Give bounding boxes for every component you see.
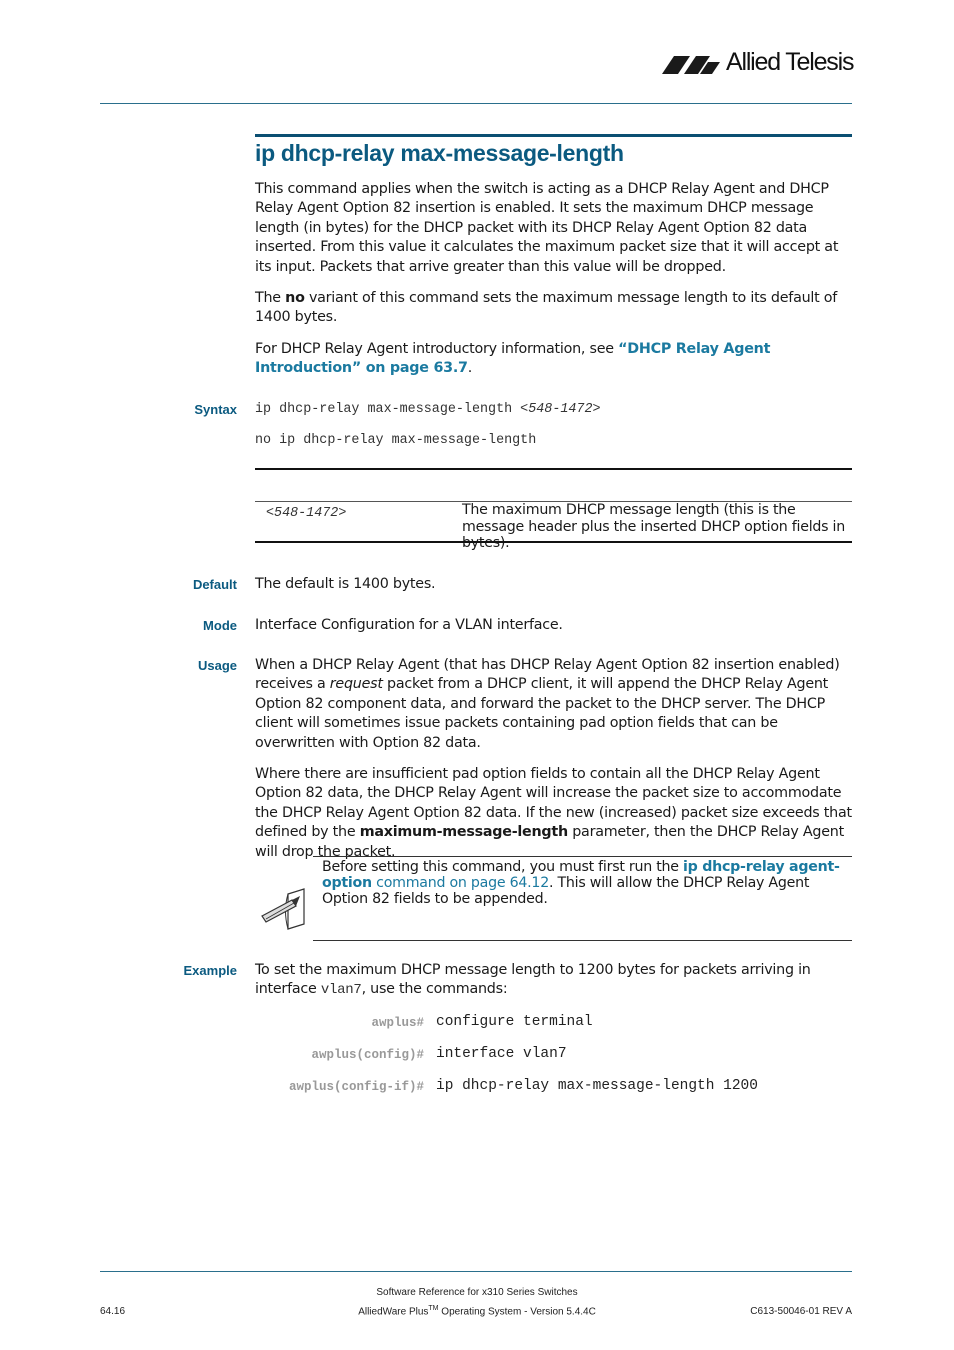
default-label: Default (192, 577, 237, 592)
default-text: The default is 1400 bytes. (255, 576, 436, 592)
example-command-2: interface vlan7 (436, 1046, 567, 1062)
example-command-3: ip dhcp-relay max-message-length 1200 (436, 1078, 758, 1094)
footer-doc-id: C613-50046-01 REV A (750, 1306, 852, 1317)
param-table-top-rule (255, 468, 852, 470)
mode-label: Mode (203, 618, 237, 633)
usage-label: Usage (197, 658, 237, 673)
usage-paragraph-2: Where there are insufficient pad option fields to contain all the DHCP Relay Agent Option 82 data, the DHCP Relay Agent will increase the packet size to accommodate the DHCP Relay Agent Option 82 data. If the new (increased) packet size exceeds that defined by the maximum-message-length parameter, then the DHCP Relay Agent will drop the packet. (255, 766, 852, 860)
mode-text: Interface Configuration for a VLAN interface. (255, 617, 563, 633)
note-text: Before setting this command, you must first run the ip dhcp-relay agent-option command on page 64.12. This will allow the DHCP Relay Agent Option 82 fields to be appended. (322, 859, 840, 908)
footer-os-version: AlliedWare Plus™ Operating System - Version 5.4.4C (358, 1305, 596, 1318)
title-rule (255, 134, 852, 137)
footer-rule (100, 1271, 852, 1272)
usage-paragraph-1: When a DHCP Relay Agent (that has DHCP Relay Agent Option 82 insertion enabled) receives a request packet from a DHCP client, it will append the DHCP Relay Agent Option 82 component data, and forward the packet to the DHCP server. The DHCP client will sometimes issue packets containing pad option fields that can be overwritten with Option 82 data. (255, 657, 840, 751)
note-pencil-icon (258, 886, 308, 932)
header-rule (100, 103, 852, 104)
intro-paragraph-3: For DHCP Relay Agent introductory information, see “DHCP Relay Agent Introduction” on page 63.7. (255, 341, 771, 377)
example-prompt-2: awplus(config)# (311, 1048, 424, 1062)
example-label: Example (183, 963, 237, 978)
param-table-description: The maximum DHCP message length (this is the message header plus the inserted DHCP option fields in bytes). (462, 502, 845, 551)
agent-option-link[interactable]: ip dhcp-relay agent-option (322, 859, 840, 892)
dhcp-relay-intro-link[interactable]: “DHCP Relay Agent Introduction” on page 63.7 (255, 341, 771, 377)
note-top-rule (313, 856, 852, 857)
syntax-line-1: ip dhcp-relay max-message-length <548-1472> (255, 402, 601, 417)
example-text: To set the maximum DHCP message length to 1200 bytes for packets arriving in interface vlan7, use the commands: (255, 962, 811, 999)
note-bottom-rule (313, 940, 852, 941)
example-prompt-3: awplus(config-if)# (288, 1080, 424, 1094)
syntax-line-2: no ip dhcp-relay max-message-length (255, 433, 537, 448)
param-table-bottom-rule (255, 541, 852, 543)
footer-page-number: 64.16 (100, 1306, 126, 1317)
footer-title: Software Reference for x310 Series Switches (376, 1287, 578, 1298)
logo-text: Allied Telesis (726, 48, 854, 76)
agent-option-page-link[interactable]: command on page 64.12 (371, 875, 549, 892)
intro-paragraph-1: This command applies when the switch is acting as a DHCP Relay Agent and DHCP Relay Agent Option 82 insertion is enabled. It sets the maximum DHCP message length (in bytes) for the DHCP packet with its DHCP Relay Agent Option 82 data inserted. From this value it calculates the maximum packet size that it will accept at its input. Packets that arrive greater than this value will be dropped. (255, 181, 839, 275)
example-prompt-1: awplus# (371, 1016, 424, 1030)
example-command-1: configure terminal (436, 1014, 593, 1030)
intro-paragraph-2: The no variant of this command sets the maximum message length to its default of 1400 bytes. (255, 290, 838, 326)
syntax-label: Syntax (194, 402, 237, 417)
param-table-parameter: <548-1472> (266, 506, 347, 521)
page-title: ip dhcp-relay max-message-length (255, 140, 624, 166)
